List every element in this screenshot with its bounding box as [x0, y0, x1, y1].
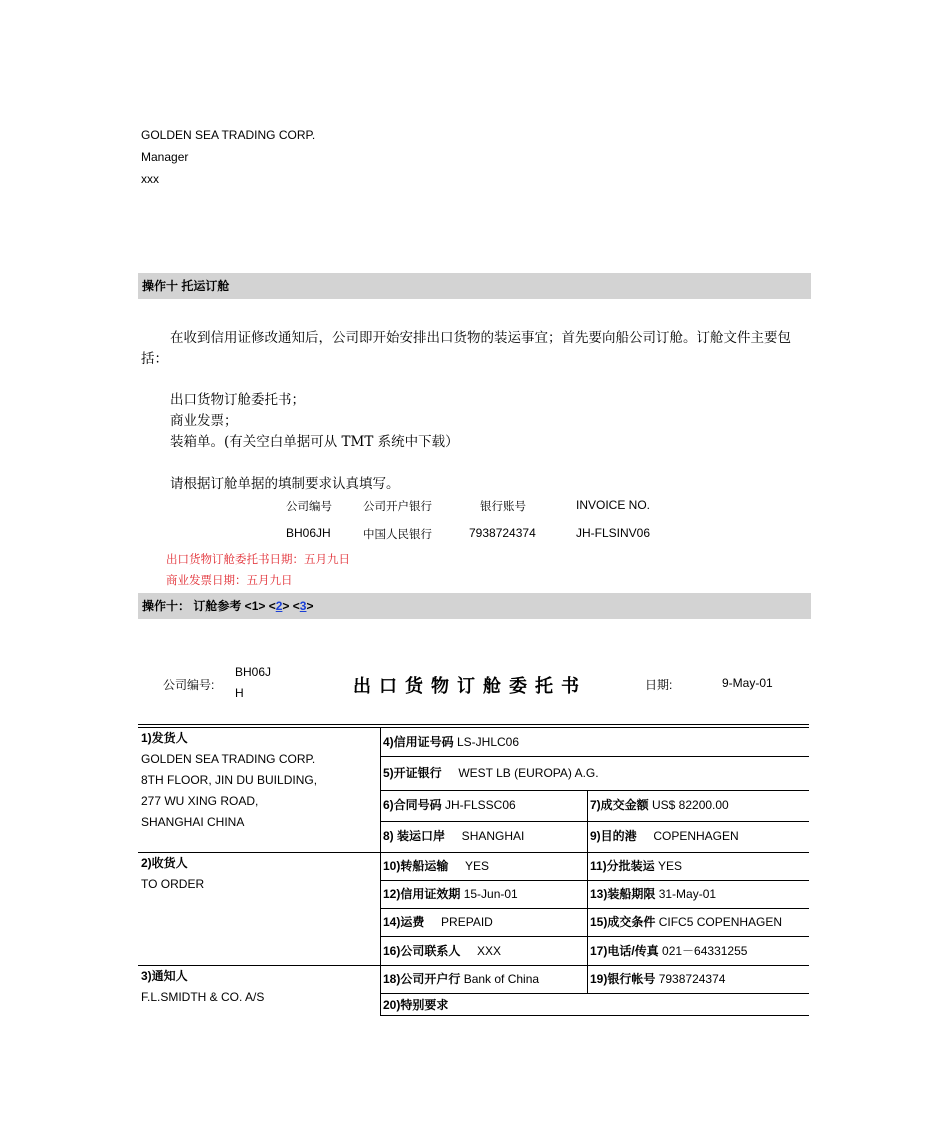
doc-item-2: 商业发票；: [170, 413, 238, 429]
form-line: [380, 993, 809, 994]
field-bank-account: 19)银行帐号 7938724374: [590, 972, 726, 986]
info-value-company-no: BH06JH: [286, 526, 331, 540]
reference-tail: >: [306, 599, 314, 613]
form-company-no-label: 公司编号:: [163, 678, 215, 692]
form-line: [380, 821, 809, 822]
info-value-bank: 中国人民银行: [363, 527, 432, 541]
form-line: [380, 756, 809, 757]
doc-item-1: 出口货物订舱委托书；: [170, 392, 305, 408]
field-destination: 9)目的港 COPENHAGEN: [590, 829, 739, 843]
form-line: [138, 852, 809, 853]
field-lc-expiry: 12)信用证效期 15-Jun-01: [383, 887, 518, 901]
form-border-top-1: [138, 724, 809, 725]
intro-text: 在收到信用证修改通知后，公司即开始安排出口货物的装运事宜；首先要向船公司订舱。订舱文件主要包: [170, 330, 791, 346]
section-bar-reference: [138, 593, 811, 619]
form-line: [380, 880, 809, 881]
form-line: [380, 936, 809, 937]
shipper-line-2: 8TH FLOOR, JIN DU BUILDING,: [141, 773, 318, 787]
form-title: 出口货物订舱委托书: [353, 676, 587, 697]
reference-label: 操作十： 订舱参考 <: [142, 599, 252, 613]
field-amount: 7)成交金额 US$ 82200.00: [590, 798, 729, 812]
reference-link-2[interactable]: 2: [275, 599, 283, 613]
shipper-line-4: SHANGHAI CHINA: [141, 815, 245, 829]
info-header-account: 银行账号: [480, 499, 526, 513]
section-bar-booking: 操作十 托运订舱: [138, 273, 811, 299]
form-border-top-2: [138, 727, 809, 728]
field-contract-number: 6)合同号码 JH-FLSSC06: [383, 798, 516, 812]
field-loading-port: 8) 装运口岸 SHANGHAI: [383, 829, 525, 843]
contact-title: Manager: [141, 150, 189, 164]
instruction-text: 请根据订舱单据的填制要求认真填写。: [170, 476, 400, 492]
field-shipment-deadline: 13)装船期限 31-May-01: [590, 887, 717, 901]
field-phone-fax: 17)电话/传真 021－64331255: [590, 944, 748, 958]
reference-link-3[interactable]: 3: [299, 599, 307, 613]
shipper-line-1: GOLDEN SEA TRADING CORP.: [141, 752, 316, 766]
info-value-account: 7938724374: [469, 526, 536, 540]
info-header-bank: 公司开户银行: [363, 499, 432, 513]
field-trade-terms: 15)成交条件 CIFC5 COPENHAGEN: [590, 915, 783, 929]
form-line: [380, 908, 809, 909]
intro-text-cont: 括：: [141, 351, 168, 367]
info-value-invoice: JH-FLSINV06: [576, 526, 651, 540]
form-date-value: 9-May-01: [722, 676, 773, 690]
field-freight: 14)运费 PREPAID: [383, 915, 493, 929]
reference-sep-2: > <: [282, 599, 300, 613]
field-lc-number: 4)信用证号码 LS-JHLC06: [383, 735, 520, 749]
company-name: GOLDEN SEA TRADING CORP.: [141, 128, 316, 142]
form-date-label: 日期:: [645, 678, 673, 692]
consignee-label: 2)收货人: [141, 856, 188, 870]
field-company-bank: 18)公司开户行 Bank of China: [383, 972, 540, 986]
form-line: [138, 965, 809, 966]
contact-name: xxx: [141, 172, 159, 186]
form-company-no-line1: BH06J: [235, 665, 272, 679]
field-special-requirements: 20)特别要求: [383, 998, 449, 1012]
reference-link-1[interactable]: 1: [251, 599, 259, 613]
form-company-no-line2: H: [235, 686, 244, 700]
notify-label: 3)通知人: [141, 969, 188, 983]
invoice-date-note: 商业发票日期：五月九日: [166, 573, 293, 587]
field-partial-shipment: 11)分批装运 YES: [590, 859, 683, 873]
notify-value: F.L.SMIDTH & CO. A/S: [141, 990, 265, 1004]
reference-sep-1: > <: [258, 599, 276, 613]
doc-item-3: 装箱单。(有关空白单据可从 TMT 系统中下载）: [170, 434, 459, 450]
field-issuing-bank: 5)开证银行 WEST LB (EUROPA) A.G.: [383, 766, 599, 780]
field-contact-person: 16)公司联系人 XXX: [383, 944, 502, 958]
form-line: [380, 790, 809, 791]
booking-date-note: 出口货物订舱委托书日期：五月九日: [166, 552, 350, 566]
consignee-value: TO ORDER: [141, 877, 205, 891]
shipper-label: 1)发货人: [141, 731, 188, 745]
field-transshipment: 10)转船运输 YES: [383, 859, 490, 873]
info-header-invoice: INVOICE NO.: [576, 498, 651, 512]
shipper-line-3: 277 WU XING ROAD,: [141, 794, 259, 808]
info-header-company-no: 公司编号: [286, 499, 332, 513]
